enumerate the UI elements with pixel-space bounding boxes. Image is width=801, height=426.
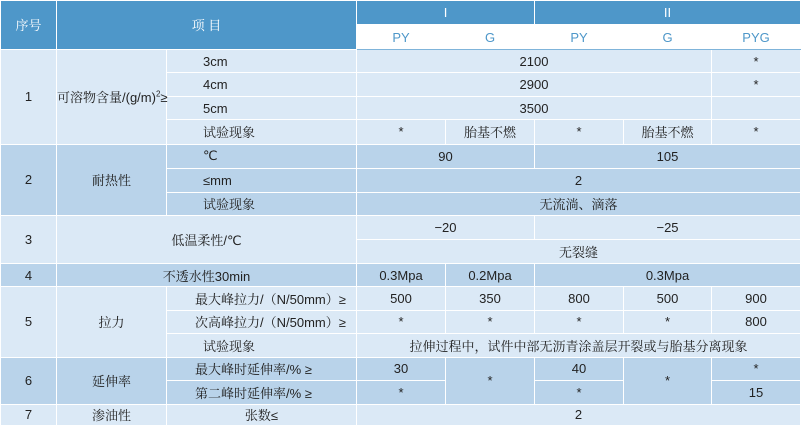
row-1-sub-5cm: 5cm: [167, 96, 357, 119]
row-2-temp-group-1: 90: [357, 144, 535, 168]
row-1-pyg-3cm: *: [712, 49, 801, 72]
row-1-sub-3cm: 3cm: [167, 49, 357, 72]
row-1-no: 1: [1, 49, 57, 144]
row-1-obs-py-1: *: [357, 120, 446, 144]
row-4-name: 不透水性30min: [57, 263, 357, 286]
row-5-no: 5: [1, 287, 57, 357]
row-1-name: 可溶物含量$/(g/m)^2\ge$: [57, 49, 167, 144]
row-5-name: 拉力: [57, 287, 167, 357]
row-7-value: 2: [357, 404, 801, 425]
row-3-name: 低温柔性/℃: [57, 216, 357, 264]
row-3-group-2: −25: [535, 216, 801, 240]
row-2-sub-observation: 试验现象: [167, 192, 357, 215]
header-no: 序号: [1, 1, 57, 50]
row-3-no: 3: [1, 216, 57, 264]
row-2-observation-value: 无流淌、滴落: [357, 192, 801, 215]
row-6-sub-max: 最大峰时延伸率/% ≥: [167, 357, 357, 380]
row-5-second-py-2: *: [535, 310, 624, 333]
row-6-max-pyg: *: [712, 357, 801, 380]
row-5-max-g-2: 500: [624, 287, 712, 310]
row-1-value-5cm: 3500: [357, 96, 712, 119]
row-1-obs-py-2: *: [535, 120, 624, 144]
row-2-sub-temp: ℃: [167, 144, 357, 168]
row-6-g-2: *: [624, 357, 712, 404]
row-7-name: 渗油性: [57, 404, 167, 425]
row-5-second-g-1: *: [446, 310, 535, 333]
row-5-second-g-2: *: [624, 310, 712, 333]
row-2-name: 耐热性: [57, 144, 167, 215]
header-py-1: PY: [357, 25, 446, 49]
row-6-second-py-1: *: [357, 381, 446, 404]
row-5-sub-max: 最大峰拉力/（N/50mm）≥: [167, 287, 357, 310]
row-5-max-py-1: 500: [357, 287, 446, 310]
header-group-2: II: [535, 1, 801, 25]
row-5-max-g-1: 350: [446, 287, 535, 310]
row-6-sub-second: 第二峰时延伸率/% ≥: [167, 381, 357, 404]
row-1-obs-g-2: 胎基不燃: [624, 120, 712, 144]
header-py-2: PY: [535, 25, 624, 49]
row-6-second-pyg: 15: [712, 381, 801, 404]
row-5-second-py-1: *: [357, 310, 446, 333]
row-4-py-1: 0.3Mpa: [357, 263, 446, 286]
row-6-no: 6: [1, 357, 57, 404]
row-1-pyg-5cm: [712, 96, 801, 119]
header-g-1: G: [446, 25, 535, 49]
row-7-sub: 张数≤: [167, 404, 357, 425]
row-6-max-py-2: 40: [535, 357, 624, 380]
row-5-sub-second: 次高峰拉力/（N/50mm）≥: [167, 310, 357, 333]
row-1-value-4cm: 2900: [357, 73, 712, 96]
header-pyg: PYG: [712, 25, 801, 49]
row-4-group-2: 0.3Mpa: [535, 263, 801, 286]
row-1-obs-g-1: 胎基不燃: [446, 120, 535, 144]
row-2-mm-value: 2: [357, 169, 801, 192]
row-6-max-py-1: 30: [357, 357, 446, 380]
row-4-no: 4: [1, 263, 57, 286]
header-g-2: G: [624, 25, 712, 49]
row-6-second-py-2: *: [535, 381, 624, 404]
row-5-sub-observation: 试验现象: [167, 334, 357, 357]
row-5-max-pyg: 900: [712, 287, 801, 310]
row-1-value-3cm: 2100: [357, 49, 712, 72]
row-1-sub-4cm: 4cm: [167, 73, 357, 96]
header-item: 项 目: [57, 1, 357, 50]
row-1-pyg-4cm: *: [712, 73, 801, 96]
row-5-second-pyg: 800: [712, 310, 801, 333]
row-5-observation-value: 拉伸过程中，试件中部无沥青涂盖层开裂或与胎基分离现象: [357, 334, 801, 357]
row-2-temp-group-2: 105: [535, 144, 801, 168]
row-6-name: 延伸率: [57, 357, 167, 404]
row-1-obs-pyg: *: [712, 120, 801, 144]
row-3-group-1: −20: [357, 216, 535, 240]
row-5-max-py-2: 800: [535, 287, 624, 310]
row-6-g-1: *: [446, 357, 535, 404]
row-7-no: 7: [1, 404, 57, 425]
row-3-result: 无裂缝: [357, 240, 801, 263]
row-4-g-1: 0.2Mpa: [446, 263, 535, 286]
header-group-1: I: [357, 1, 535, 25]
row-1-sub-observation: 试验现象: [167, 120, 357, 144]
row-2-sub-mm: ≤mm: [167, 169, 357, 192]
row-2-no: 2: [1, 144, 57, 215]
